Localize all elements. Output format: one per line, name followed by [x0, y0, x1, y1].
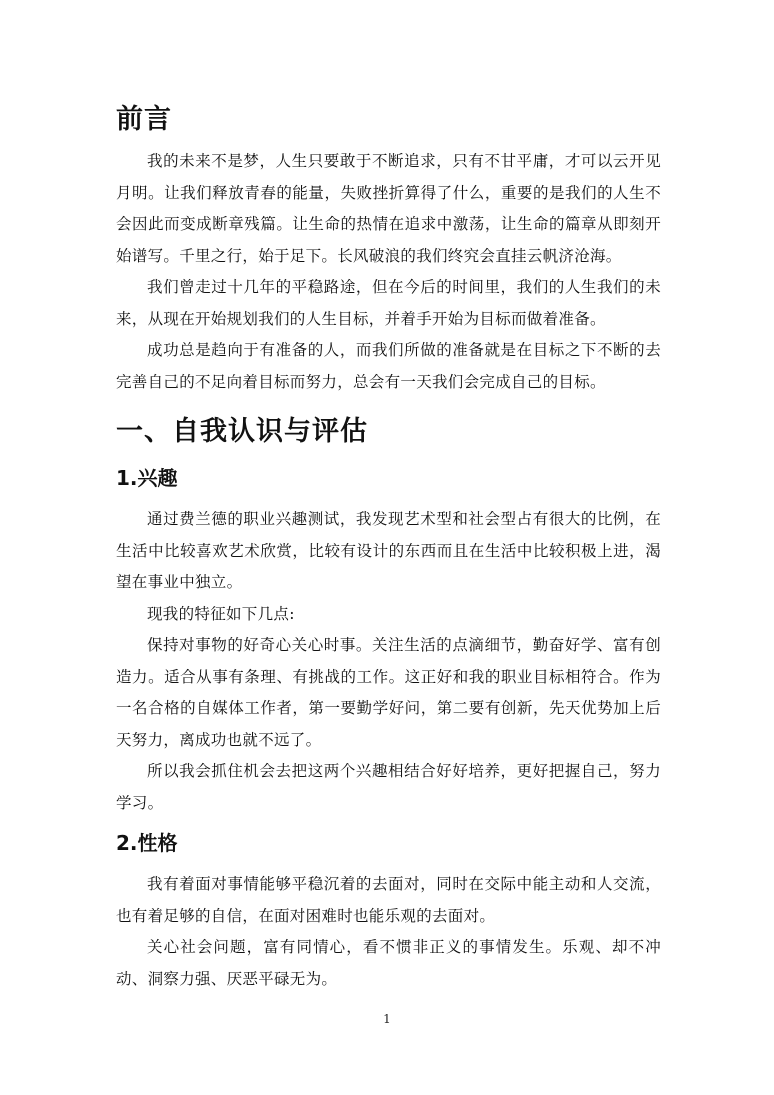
preface-paragraph-1: 我的未来不是梦，人生只要敢于不断追求，只有不甘平庸，才可以云开见月明。让我们释放青春的能量，失败挫折算得了什么，重要的是我们的人生不会因此而变成断章残篇。让生命的热情在追求中激荡，让生命的篇章从即刻开始谱写。千里之行，始于足下。长风破浪的我们终究会直挂云帆济沧海。: [116, 152, 661, 265]
personality-paragraph-1: 我有着面对事情能够平稳沉着的去面对，同时在交际中能主动和人交流，也有着足够的自信，在面对困难时也能乐观的去面对。: [116, 875, 661, 925]
interest-paragraph-3: 保持对事物的好奇心关心时事。关注生活的点滴细节，勤奋好学、富有创造力。适合从事有条理、有挑战的工作。这正好和我的职业目标相符合。作为一名合格的自媒体工作者，第一要勤学好问，第二要有创新，先天优势加上后天努力，离成功也就不远了。: [116, 636, 661, 749]
interest-paragraph-4: 所以我会抓住机会去把这两个兴趣相结合好好培养，更好把握自己，努力学习。: [116, 762, 661, 812]
section-1-heading: 一、自我认识与评估: [116, 416, 368, 447]
interest-heading: 1.兴趣: [116, 466, 178, 490]
personality-heading: 2.性格: [116, 831, 178, 855]
preface-paragraph-3: 成功总是趋向于有准备的人，而我们所做的准备就是在目标之下不断的去完善自己的不足向着目标而努力，总会有一天我们会完成自己的目标。: [116, 341, 661, 391]
personality-paragraph-2: 关心社会问题，富有同情心，看不惯非正义的事情发生。乐观、却不冲动、洞察力强、厌恶平碌无为。: [116, 938, 661, 988]
page-number: 1: [383, 1012, 391, 1026]
preface-paragraph-2: 我们曾走过十几年的平稳路途，但在今后的时间里，我们的人生我们的未来，从现在开始规划我们的人生目标，并着手开始为目标而做着准备。: [116, 278, 661, 328]
interest-paragraph-2: 现我的特征如下几点:: [147, 604, 295, 623]
page-content: [116, 100, 661, 995]
interest-paragraph-1: 通过费兰德的职业兴趣测试，我发现艺术型和社会型占有很大的比例，在生活中比较喜欢艺术欣赏，比较有设计的东西而且在生活中比较积极上进，渴望在事业中独立。: [116, 510, 661, 591]
preface-heading: 前言: [116, 104, 172, 135]
